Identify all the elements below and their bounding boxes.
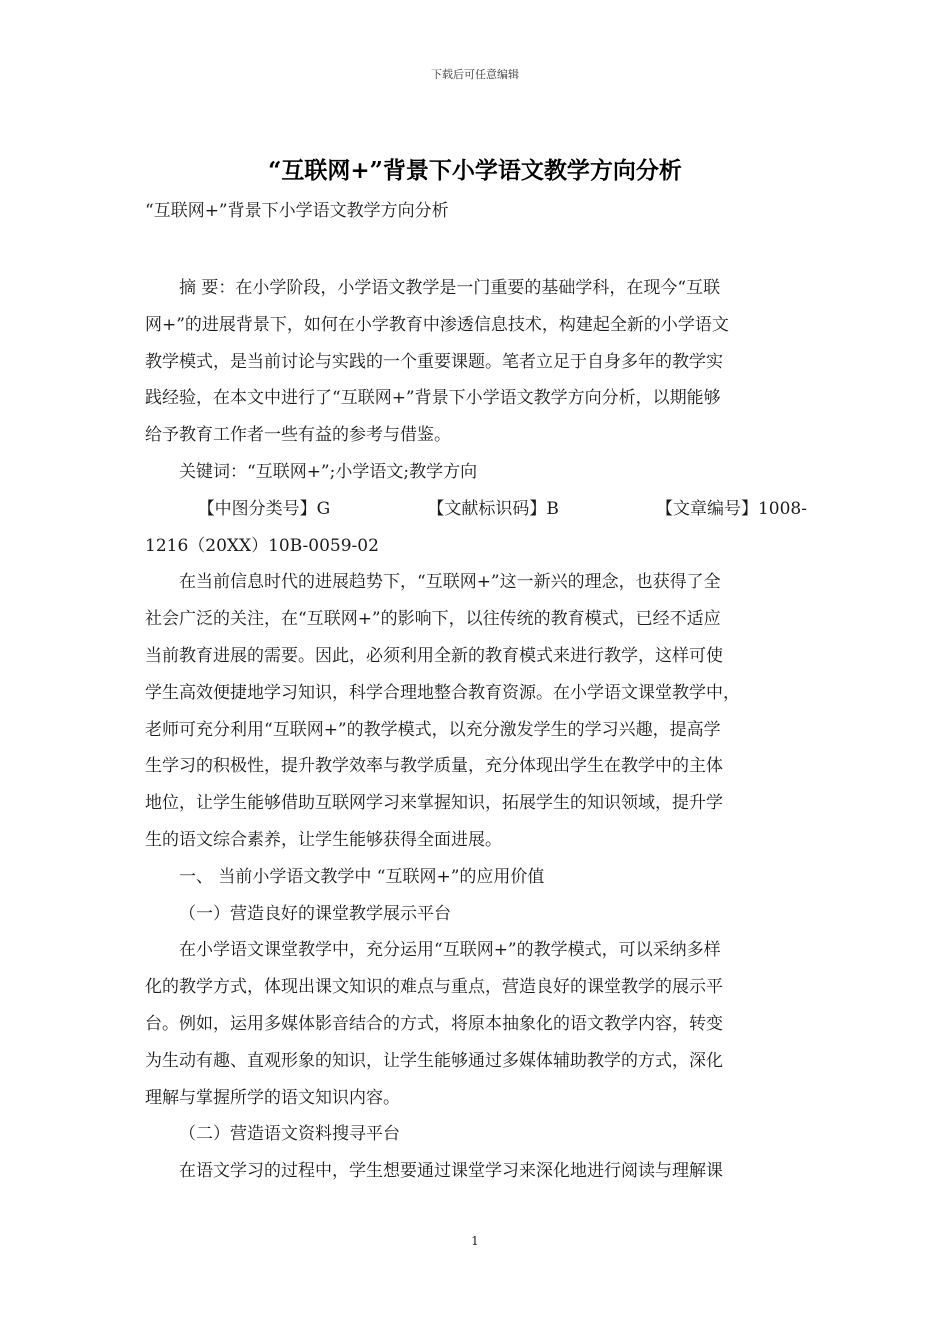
abstract-paragraph — [145, 270, 807, 454]
intro-line: 地位，让学生能够借助互联网学习来掌握知识，拓展学生的知识领域，提升学 — [145, 793, 723, 814]
intro-line: 当前教育进展的需要。因此，必须利用全新的教育模式来进行教学，这样可使 — [145, 645, 723, 666]
abstract-line: 网+”的进展背景下，如何在小学教育中渗透信息技术，构建起全新的小学语文 — [145, 314, 729, 335]
intro-line: 学生高效便捷地学习知识，科学合理地整合教育资源。在小学语文课堂教学中， — [145, 682, 740, 703]
section-heading: 一、 当前小学语文教学中 “互联网+”的应用价值 — [179, 866, 545, 887]
subsection-heading: （一）营造良好的课堂教学展示平台 — [179, 903, 451, 924]
document-title: “互联网+”背景下小学语文教学方向分析 — [268, 157, 682, 184]
intro-line: 生的语文综合素养，让学生能够获得全面进展。 — [145, 829, 502, 850]
subsection-line: 为生动有趣、直观形象的知识，让学生能够通过多媒体辅助教学的方式，深化 — [145, 1050, 723, 1071]
header-note: 下载后可任意编辑 — [431, 68, 519, 81]
page-number: 1 — [471, 1234, 479, 1248]
intro-line: 社会广泛的关注，在“互联网+”的影响下，以往传统的教育模式，已经不适应 — [145, 609, 721, 630]
intro-line: 在当前信息时代的进展趋势下，“互联网+”这一新兴的理念，也获得了全 — [179, 572, 721, 593]
article-number: 【文章编号】1008- — [655, 498, 807, 519]
document-body — [145, 270, 807, 1190]
keywords-line: 关键词：“互联网+”;小学语文;教学方向 — [179, 461, 478, 482]
intro-line: 生学习的积极性，提升教学效率与教学质量，充分体现出学生在教学中的主体 — [145, 756, 723, 777]
clc-code: 【中图分类号】G — [197, 498, 331, 519]
abstract-line: 给予教育工作者一些有益的参考与借鉴。 — [145, 425, 451, 446]
subsection-line: 台。例如，运用多媒体影音结合的方式，将原本抽象化的语文教学内容，转变 — [145, 1013, 723, 1034]
classification-line — [145, 491, 807, 528]
article-number-continued: 1216（20XX）10B-0059-02 — [145, 535, 379, 556]
subsection-line: 在小学语文课堂教学中，充分运用“互联网+”的教学模式，可以采纳多样 — [179, 940, 721, 961]
subsection-line: 理解与掌握所学的语文知识内容。 — [145, 1087, 400, 1108]
subsection-line: 化的教学方式，体现出课文知识的难点与重点，营造良好的课堂教学的展示平 — [145, 977, 723, 998]
abstract-line: 摘 要：在小学阶段，小学语文教学是一门重要的基础学科，在现今“互联 — [179, 278, 721, 298]
abstract-line: 践经验，在本文中进行了“互联网+”背景下小学语文教学方向分析，以期能够 — [145, 388, 721, 409]
subsection-heading: （二）营造语文资料搜寻平台 — [179, 1124, 400, 1145]
subsection-paragraph — [145, 1153, 807, 1190]
intro-line: 老师可充分利用“互联网+”的教学模式，以充分激发学生的学习兴趣，提高学 — [145, 719, 721, 740]
subsection-paragraph — [145, 932, 807, 1116]
abstract-line: 教学模式，是当前讨论与实践的一个重要课题。笔者立足于自身多年的教学实 — [145, 351, 723, 372]
intro-paragraph — [145, 564, 807, 858]
document-subtitle: “互联网+”背景下小学语文教学方向分析 — [145, 201, 449, 221]
document-code: 【文献标识码】B — [427, 498, 559, 519]
subsection-line: 在语文学习的过程中，学生想要通过课堂学习来深化地进行阅读与理解课 — [179, 1161, 723, 1182]
